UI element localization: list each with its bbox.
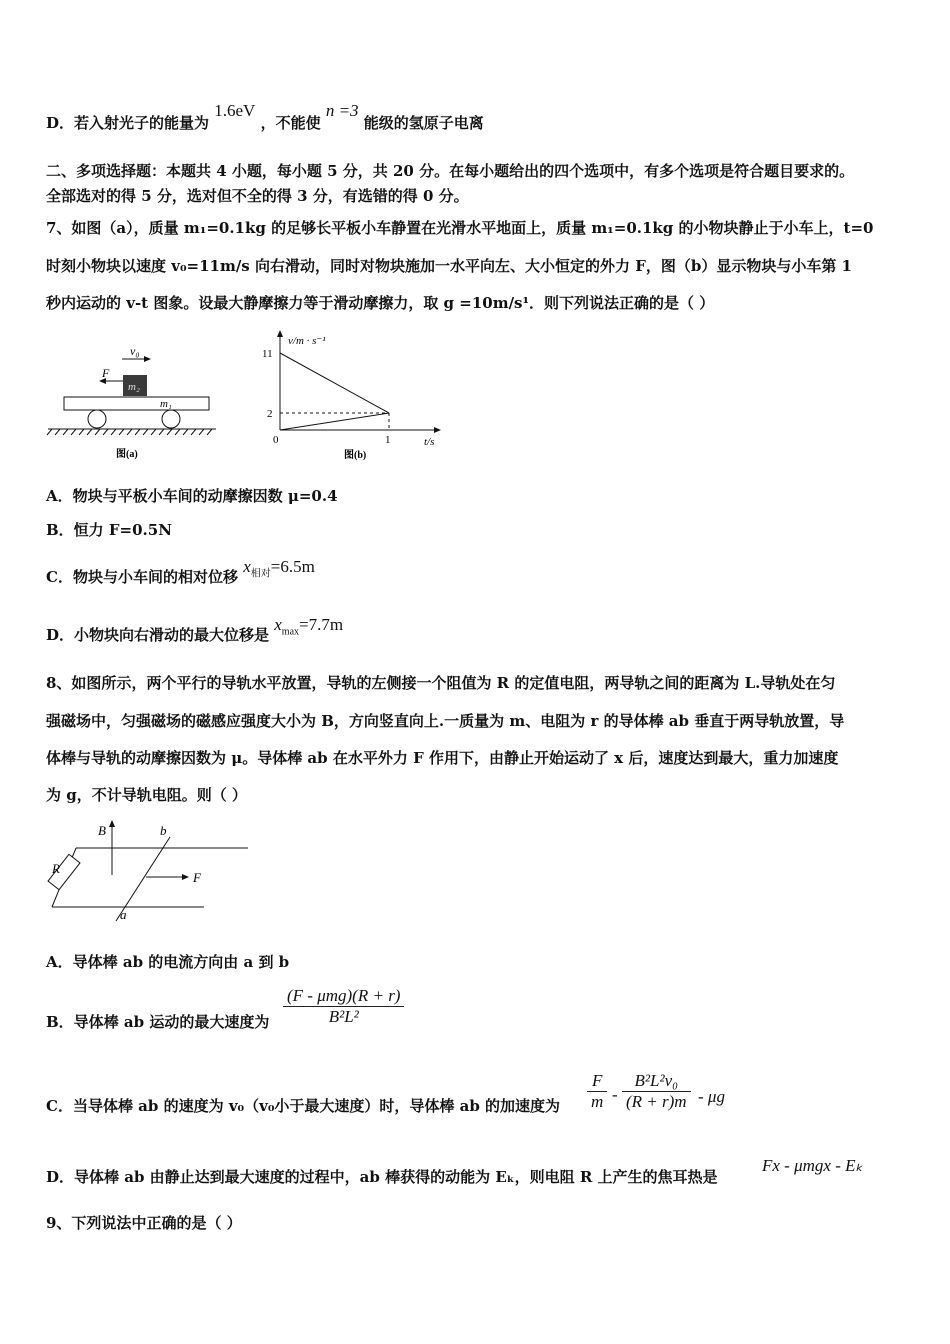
q7-c-prefix: C．物块与小车间的相对位移	[46, 568, 238, 586]
q7-d-sub: max	[281, 626, 300, 638]
v0-arrow-head	[144, 356, 151, 362]
q8-text-1: 8、如图所示，两个平行的导轨水平放置，导轨的左侧接一个阻值为 R 的定值电阻，两导轨之间的距离为 L.导轨处在匀	[46, 674, 836, 692]
q9-text: 9、下列说法中正确的是（ ）	[46, 1214, 242, 1232]
fig-a-caption: 图(a)	[116, 449, 138, 460]
F-label: F	[193, 870, 201, 885]
section2-line2: 全部选对的得 5 分，选对但不全的得 3 分，有选错的得 0 分。	[46, 187, 469, 205]
q8-c-f1den: m	[591, 1092, 604, 1111]
q8-option-a: A．导体棒 ab 的电流方向由 a 到 b	[46, 953, 290, 971]
q7-text-2: 时刻小物块以速度 v₀=11m/s 向右滑动，同时对物块施加一水平向左、大小恒定的外力 F，图（b）显示物块与小车第 1	[46, 257, 852, 275]
F-arrow-head	[182, 874, 189, 880]
q8-option-d-expr: Fx - μmgx - Eₖ	[762, 1156, 863, 1175]
q8-text-4: 为 g，不计导轨电阻。则（ ）	[46, 786, 247, 804]
q7-option-c	[46, 557, 315, 595]
ground-hatch	[47, 429, 212, 435]
m2-label: m₂	[128, 381, 140, 393]
q7-text-3: 秒内运动的 v-t 图象。设最大静摩擦力等于滑动摩擦力，取 g =10m/s¹．则下列说法正确的是（ ）	[46, 294, 715, 312]
B-arrow-head	[109, 820, 115, 827]
q7-figure-b	[258, 330, 448, 465]
q6-d-middle: ，不能使	[260, 114, 321, 132]
q7-d-val: =7.7m	[299, 615, 344, 634]
tick-1: 1	[385, 434, 391, 446]
q8-c-f2num: B²L²v₀	[634, 1071, 679, 1090]
q7-c-var: x	[243, 557, 251, 576]
q7-d-prefix: D．小物块向右滑动的最大位移是	[46, 626, 270, 644]
q8-c-f1num: F	[591, 1071, 603, 1090]
q8-option-c-text: C．当导体棒 ab 的速度为 v₀（v₀小于最大速度）时，导体棒 ab 的加速度为	[46, 1097, 561, 1115]
q7-option-b: B．恒力 F=0.5N	[46, 521, 172, 539]
q7-option-d	[46, 615, 344, 653]
q7-c-val: =6.5m	[270, 557, 315, 576]
q7-option-a: A．物块与平板小车间的动摩擦因数 μ=0.4	[46, 487, 338, 505]
q7-c-sub: 相对	[250, 568, 271, 580]
q8-text-3: 体棒与导轨的动摩擦因数为 μ。导体棒 ab 在水平外力 F 作用下，由静止开始运动了 x 后，速度达到最大，重力加速度	[46, 749, 839, 767]
m1-label: m₁	[160, 398, 172, 410]
R-label: R	[52, 861, 60, 876]
B-label: B	[98, 823, 106, 838]
q7-figure-a	[44, 345, 229, 465]
q8-option-c-frac1	[587, 1071, 607, 1112]
q6-option-d	[46, 101, 484, 134]
t-axis-arrow	[434, 427, 441, 433]
cart-board	[64, 397, 209, 410]
q8-option-b-text: B．导体棒 ab 运动的最大速度为	[46, 1013, 270, 1031]
tick-origin: 0	[273, 434, 279, 446]
q8-option-d-text: D．导体棒 ab 由静止达到最大速度的过程中，ab 棒获得的动能为 Eₖ，则电阻 R 上产生的焦耳热是	[46, 1168, 718, 1186]
tick-11: 11	[262, 348, 273, 360]
a-label: a	[120, 907, 127, 922]
q8-option-b-fraction	[283, 986, 404, 1027]
fig-b-caption: 图(b)	[344, 450, 367, 461]
q6-d-suffix: 能级的氢原子电离	[363, 114, 484, 132]
q7-text-1: 7、如图（a），质量 m₁=0.1kg 的足够长平板小车静置在光滑水平地面上，质量 m₁=0.1kg 的小物块静止于小车上，t=0	[46, 219, 874, 237]
q6-d-energy: 1.6eV	[214, 101, 256, 120]
q8-option-c-minus: -	[612, 1085, 618, 1104]
block-velocity-line	[280, 353, 389, 413]
v-axis-arrow	[277, 330, 283, 337]
q8-b-num: (F - μmg)(R + r)	[287, 986, 401, 1005]
q6-d-n: n =3	[325, 101, 359, 120]
q8-option-c-frac2	[622, 1071, 691, 1112]
wheel-left	[88, 410, 106, 428]
cart-velocity-line	[280, 413, 389, 430]
t-axis-label: t/s	[424, 436, 435, 448]
b-label: b	[160, 823, 167, 838]
section2-line1: 二、多项选择题：本题共 4 小题，每小题 5 分，共 20 分。在每小题给出的四个选项中，有多个选项是符合题目要求的。	[46, 162, 855, 180]
q6-d-prefix: D．若入射光子的能量为	[46, 114, 210, 132]
q8-c-f2den: (R + r)m	[626, 1092, 687, 1111]
q8-text-2: 强磁场中，匀强磁场的磁感应强度大小为 B，方向竖直向上.一质量为 m、电阻为 r 的导体棒 ab 垂直于两导轨放置，导	[46, 712, 845, 730]
q7-d-var: x	[274, 615, 282, 634]
q8-b-den: B²L²	[328, 1007, 359, 1026]
tick-2: 2	[267, 408, 273, 420]
F-label: F	[102, 366, 110, 380]
q8-figure	[44, 815, 254, 927]
v-axis-label: v/m · s⁻¹	[288, 335, 326, 347]
v0-label: v₀	[130, 345, 140, 358]
q8-option-c-tail: - μg	[698, 1087, 725, 1106]
wheel-right	[162, 410, 180, 428]
